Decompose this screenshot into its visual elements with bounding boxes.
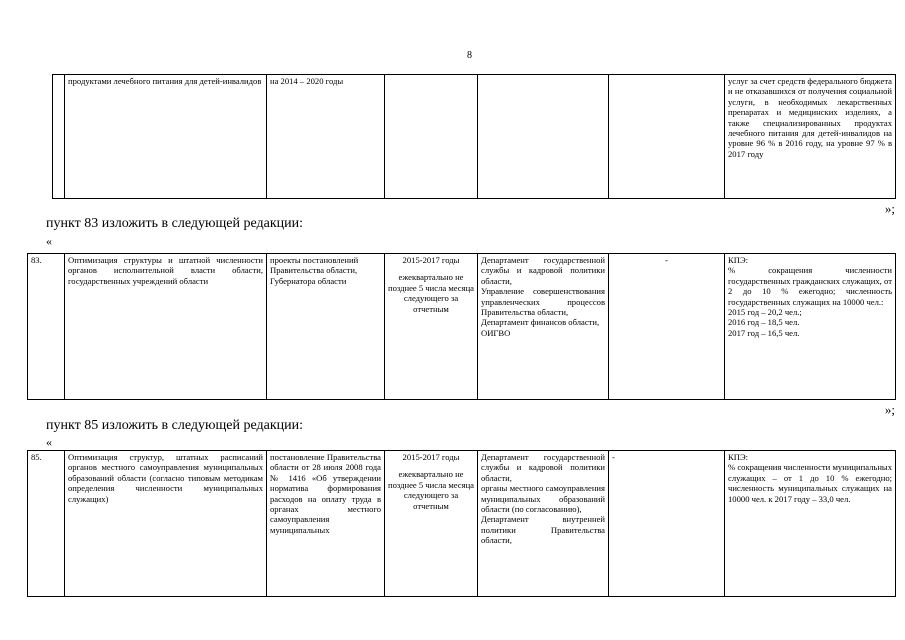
cell-period (385, 254, 478, 400)
cell-executors (478, 451, 609, 597)
cell-documents: постановление Правительства области от 28 июля 2008 года № 1416 «Об утверждении норматива формирования расходов на оплату труда в органах местного самоуправления муниципальных (267, 451, 385, 597)
cell-funding: - (609, 254, 725, 400)
period: 2015-2017 годы (402, 255, 460, 265)
cell-empty (385, 75, 478, 199)
row-number: 85. (28, 451, 65, 597)
cell-result: услуг за счет средств федерального бюджета и не отказавшихся от получения социальной услуги, в необходимых лекарственных препаратах и медицинских изделиях, а также специализированных продуктах лечебного питания для детей-инвалидов на уровне 96 % в 2016 году, на уровне 97 % в 2017 году (725, 75, 896, 199)
table-row (28, 451, 896, 597)
open-quote: « (46, 234, 52, 248)
kpi-line: 2017 год – 16,5 чел. (728, 327, 800, 338)
deadline: ежеквартально не позднее 5 числа месяца следующего за отчетным (388, 272, 474, 314)
table-row-83 (27, 253, 896, 400)
cell-empty (609, 75, 725, 199)
kpi-text: % сокращения численности государственных гражданских служащих, от 2 до 10 % ежегодно; численность государственных служащих на 10000 чел.: (728, 265, 892, 307)
cell-empty (478, 75, 609, 199)
table-row (53, 75, 896, 199)
executor: Управление совершенствования управленческих процессов Правительства области, (481, 286, 605, 318)
kpi-line: 2016 год – 18,5 чел. (728, 317, 800, 328)
executor: Департамент внутренней политики Правительства области, (481, 514, 605, 546)
row-number: 83. (28, 254, 65, 400)
end-quote: »; (884, 201, 895, 216)
kpi-title: КПЭ: (728, 452, 748, 462)
cell-executors (478, 254, 609, 400)
executor: ОИГВО (481, 327, 511, 338)
cell-period (385, 451, 478, 597)
executor: Департамент государственной службы и кадровой политики области, (481, 452, 605, 483)
open-quote: « (46, 435, 52, 449)
cell-description: Оптимизация структур, штатных расписаний органов местного самоуправления муниципальных образований области (согласно типовым методикам определения численности муниципальных служащих) (65, 451, 267, 597)
cell-description: Оптимизация структуры и штатной численности органов исполнительной власти области, государственных учреждений области (65, 254, 267, 400)
executor: органы местного самоуправления муниципальных образований области (по согласованию), (481, 483, 605, 515)
heading-85: пункт 85 изложить в следующей редакции: (46, 418, 303, 433)
table-row (28, 254, 896, 400)
cell-documents: на 2014 – 2020 годы (267, 75, 385, 199)
cell-documents: проекты постановлений Правительства области, Губернатора области (267, 254, 385, 400)
cell-funding: - (609, 451, 725, 597)
kpi-text: % сокращения численности муниципальных служащих – от 1 до 10 % ежегодно; численность муниципальных служащих на 10000 чел. к 2017 году – 33,0 чел. (728, 462, 892, 504)
cell-kpi (725, 451, 896, 597)
kpi-title: КПЭ: (728, 255, 748, 265)
end-quote: »; (884, 402, 895, 417)
cell-description: продуктами лечебного питания для детей-инвалидов (65, 75, 267, 199)
executor: Департамент государственной службы и кадровой политики области, (481, 255, 605, 286)
period: 2015-2017 годы (402, 452, 460, 462)
page-number: 8 (467, 50, 472, 61)
cell-empty (53, 75, 65, 199)
deadline: ежеквартально не позднее 5 числа месяца следующего за отчетным (388, 469, 474, 511)
heading-83: пункт 83 изложить в следующей редакции: (46, 216, 303, 231)
cell-kpi (725, 254, 896, 400)
table-row-85 (27, 450, 896, 597)
kpi-line: 2015 год – 20,2 чел.; (728, 307, 802, 318)
executor: Департамент финансов области, (481, 317, 600, 328)
table-continuation (52, 74, 896, 199)
